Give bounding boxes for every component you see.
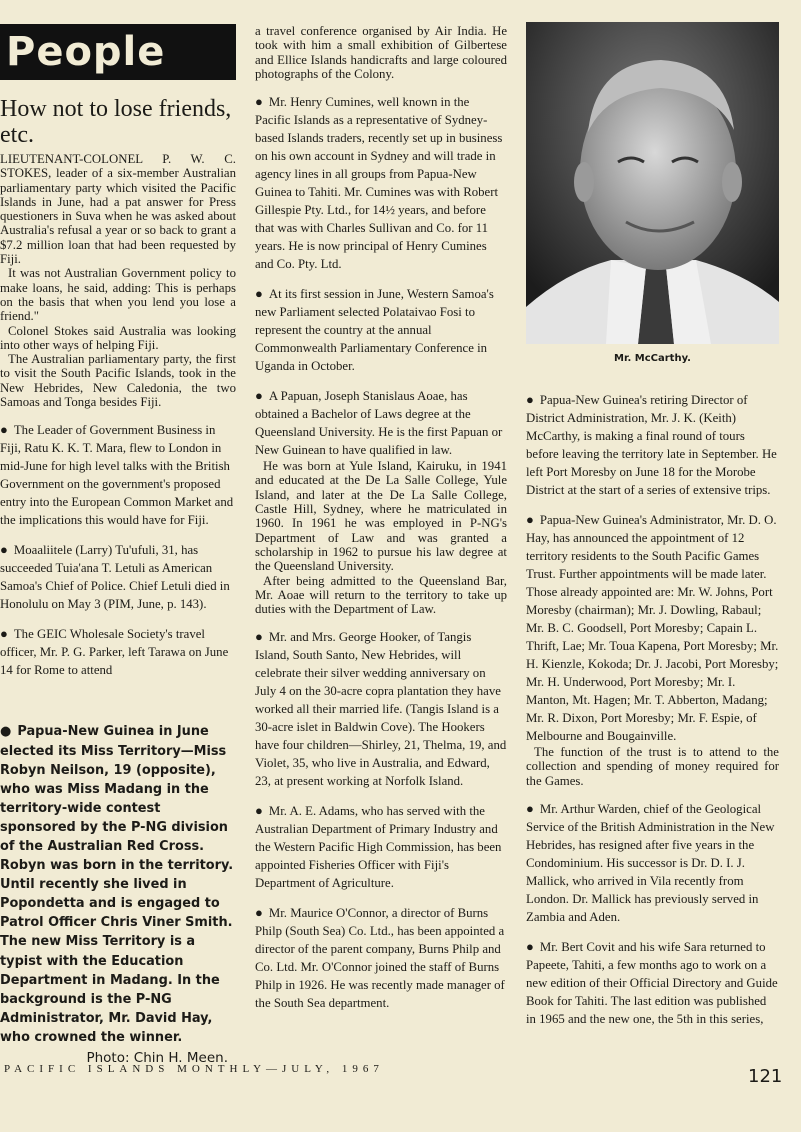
- news-item: [255, 387, 507, 459]
- bullet-icon: ●: [255, 94, 263, 110]
- column-right: [526, 22, 779, 1028]
- article-paragraph: Papua-New Guinea's retiring Director of District Administration, Mr. J. K. (Keith) McCarthy, is making a final round of tours before leaving the territory late in September. He left Port Moresby on June 18 for the Morobe District at the start of a series of extensive trips.: [526, 393, 777, 497]
- news-item: [255, 93, 507, 273]
- article-paragraph: Mr. Bert Covit and his wife Sara returned to Papeete, Tahiti, a few months ago to work on a new edition of their Official Directory and Guide Book for Tahiti. The last edition was published in 1965 and the new one, the 5th in this series,: [526, 939, 778, 1026]
- running-footer: PACIFIC ISLANDS MONTHLY—JULY, 1967: [4, 1063, 384, 1075]
- article-paragraph: Moaaliitele (Larry) Tu'ufuli, 31, has succeeded Tuia'ana T. Letuli as American Samoa's Chief of Police. Chief Letuli died in Honolulu on May 3 (PIM, June, p. 143).: [0, 543, 230, 612]
- news-item: [0, 625, 236, 679]
- photo-caption: Mr. McCarthy.: [614, 353, 691, 364]
- bullet-icon: ●: [0, 724, 12, 740]
- bullet-icon: ●: [526, 392, 534, 407]
- news-item: [255, 628, 507, 790]
- bullet-icon: ●: [0, 626, 8, 642]
- article-paragraph: The Australian parliamentary party, the first to visit the South Pacific Islands, took in the New Hebrides, New Caledonia, the two Samoas and Tonga besides Fiji.: [0, 352, 236, 410]
- article-paragraph: Mr. Henry Cumines, well known in the Pacific Islands as a representative of Sydney-based Islands traders, recently set up in business on his own account in Sydney and will trade in agency lines in all groups from Papua-New Guinea to Tahiti. Mr. Cumines was with Robert Gillespie Pty. Ltd., for 14½ years, and before that was with Charles Sullivan and Co. for 11 years. He is now principal of Henry Cumines and Co. Pty. Ltd.: [255, 95, 503, 272]
- bullet-icon: ●: [255, 803, 263, 819]
- news-item: [0, 421, 236, 529]
- portrait-photo: [526, 22, 779, 344]
- photo-caption-block: [0, 703, 236, 1047]
- headline: How not to lose friends, etc.: [0, 96, 232, 148]
- article-paragraph: LIEUTENANT-COLONEL P. W. C. STOKES, leader of a six-member Australian parliamentary party which visited the Pacific Islands in June, had a pat answer for Press questioners in Suva when he was asked about Australia's refusal a year or so back to grant a $7.2 million loan that had been requested by Fiji.: [0, 152, 236, 267]
- article-paragraph: a travel conference organised by Air India. He took with him a small exhibition of Gilbertese and Ellice Islands handicrafts and large coloured photographs of the Colony.: [255, 24, 507, 81]
- news-item: [526, 511, 779, 745]
- article-paragraph: Mr. Maurice O'Connor, a director of Burns Philp (South Sea) Co. Ltd., has been appointed a director of the parent company, Burns Philp and Co. Ltd. Mr. O'Connor joined the staff of Burns Philp in 1926. He was recently made manager of the South Sea department.: [255, 906, 505, 1011]
- article-paragraph: It was not Australian Government policy to make loans, he said, adding: This is perhaps on the basis that when you lend you lose a friend.": [0, 266, 236, 324]
- bullet-icon: ●: [255, 629, 263, 645]
- news-item: [255, 802, 507, 892]
- article-paragraph: Colonel Stokes said Australia was looking into other ways of helping Fiji.: [0, 323, 236, 352]
- bullet-icon: ●: [0, 542, 8, 558]
- article-paragraph: A Papuan, Joseph Stanislaus Aoae, has obtained a Bachelor of Laws degree at the Queensland University. He is the first Papuan or New Guinean to have qualified in law.: [255, 389, 503, 458]
- page-number: 121: [748, 1066, 783, 1087]
- section-masthead: People: [0, 24, 236, 80]
- bullet-icon: ●: [0, 422, 8, 438]
- news-item: [526, 391, 779, 499]
- bullet-icon: ●: [526, 512, 534, 527]
- article-paragraph: The Leader of Government Business in Fiji, Ratu K. K. T. Mara, flew to London in mid-June for high level talks with the British Government on the government's proposed entry into the European Common Market and the implications this would have for Fiji.: [0, 423, 234, 528]
- news-item: [0, 541, 236, 613]
- article-paragraph: He was born at Yule Island, Kairuku, in 1941 and educated at the De La Salle College, Yule Island, and later at the De La Salle College, Castle Hill, Sydney, where he matriculated in 1960. In 1961 he was employed in P-NG's Department of Law and was granted a scholarship in 1962 to pursue his law degree at the Queensland University.: [255, 459, 507, 574]
- column-left: [0, 24, 236, 1066]
- article-paragraph: Mr. A. E. Adams, who has served with the Australian Department of Primary Industry and the Western Pacific High Commission, has been appointed Fisheries Officer with Fiji's Department of Agriculture.: [255, 804, 502, 891]
- article-paragraph: Papua-New Guinea's Administrator, Mr. D. O. Hay, has announced the appointment of 12 territory residents to the South Pacific Games Trust. Further appointments will be made later. Those already appointed are: Mr. W. Johns, Port Moresby (chairman); Mr. J. Dowling, Rabaul; Mr. B. C. Goodsell, Port Moresby; Capain L. Thrift, Lae; Mr. Toua Kapena, Port Moresby; Mr. H. Kienzle, Kokoda; Dr. J. Jacobi, Port Moresby; Mr. H. Underwood, Port Moresby; Mr. I. Manton, Mt. Hagen; Mr. T. Abberton, Madang; Mr. R. Dixon, Port Moresby; Mr. F. Espie, of Melbourne and Bougainville.: [526, 513, 779, 743]
- news-item: [526, 800, 779, 926]
- news-item: [255, 904, 507, 1012]
- bullet-icon: ●: [255, 286, 263, 302]
- column-middle: [255, 24, 507, 1012]
- article-paragraph: The function of the trust is to attend to the collection and spending of money required for the Games.: [526, 745, 779, 788]
- bullet-icon: ●: [526, 800, 534, 816]
- article-paragraph: The GEIC Wholesale Society's travel officer, Mr. P. G. Parker, left Tarawa on June 14 for Rome to attend: [0, 627, 229, 678]
- bullet-icon: ●: [255, 905, 263, 921]
- photo-credit: Photo: Chin H. Meen.: [86, 1050, 228, 1067]
- article-paragraph: At its first session in June, Western Samoa's new Parliament selected Polataivao Fosi to represent the country at the annual Commonwealth Parliamentary Conference in Uganda in October.: [255, 287, 494, 374]
- photo-caption: Papua-New Guinea in June elected its Miss Territory—Miss Robyn Neilson, 19 (opposite), who was Miss Madang in the territory-wide contest sponsored by the P-NG division of the Australian Red Cross. Robyn was born in the territory. Until recently she lived in Popondetta and is engaged to Patrol Officer Chris Viner Smith. The new Miss Territory is a typist with the Education Department in Madang. In the background is the P-NG Administrator, Mr. David Hay, who crowned the winner.: [0, 724, 234, 1045]
- portrait-illustration: [526, 22, 779, 344]
- article-paragraph: After being admitted to the Queensland Bar, Mr. Aoae will return to the territory to take up duties with the Department of Law.: [255, 573, 507, 617]
- bullet-icon: ●: [255, 388, 263, 404]
- article-paragraph: Mr. Arthur Warden, chief of the Geological Service of the British Administration in the New Hebrides, has resigned after five years in the Condominium. His successor is Dr. D. I. J. Mallick, who arrived in Vila recently from London. Dr. Mallick has previously served in Zambia and Aden.: [526, 801, 775, 924]
- article-paragraph: Mr. and Mrs. George Hooker, of Tangis Island, South Santo, New Hebrides, will celebrate their silver wedding anniversary on July 4 on the 30-acre copra plantation they have worked all their married life. (Tangis Island is a 30-acre islet in Baldwin Cove). The Hookers have four children—Shirley, 21, Thelma, 19, and Violet, 35, who live in Australia, and Edward, 23, at present working at Norfolk Island.: [255, 630, 507, 789]
- news-item: [255, 285, 507, 375]
- bullet-icon: ●: [526, 938, 534, 954]
- news-item: [526, 938, 779, 1028]
